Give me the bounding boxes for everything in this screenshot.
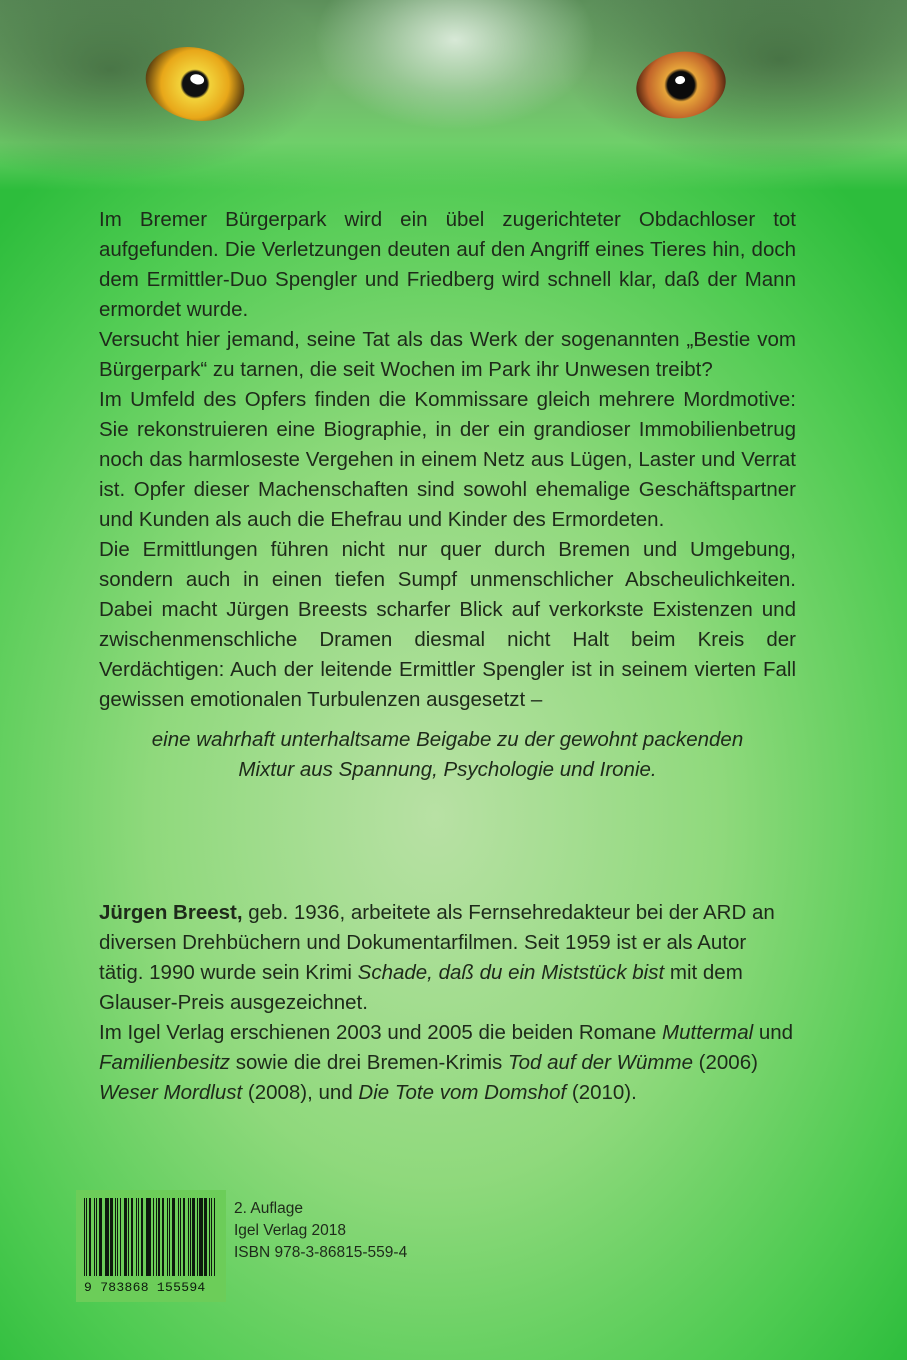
- right-eye-graphic: [631, 45, 731, 126]
- imprint: [234, 1198, 407, 1264]
- barcode-bar: [172, 1198, 175, 1276]
- barcode-bar: [131, 1198, 133, 1276]
- bio-paragraph: [99, 1018, 796, 1108]
- blurb-paragraph: Die Ermittlungen führen nicht nur quer durch Bremen und Umgebung, sondern auch in einen tiefen Sumpf unmenschlicher Abscheulichkeiten. Dabei macht Jürgen Breests scharfer Blick auf verkorkste Existenzen und zwischenmenschliche Dramen diesmal nicht Halt beim Kreis der Verdächtigen: Auch der leitende Ermittler Spengler ist in seinem vierten Fall gewissen emotionalen Turbulenzen ausgesetzt –: [99, 538, 796, 711]
- barcode-bar: [180, 1198, 181, 1276]
- barcode-bar: [89, 1198, 91, 1276]
- book-title: Schade, daß du ein Miststück bist: [357, 961, 665, 984]
- barcode-bar: [106, 1198, 108, 1276]
- barcode-bar: [99, 1198, 102, 1276]
- barcode-bar: [158, 1198, 160, 1276]
- barcode-bar: [211, 1198, 212, 1276]
- barcode-bar: [146, 1198, 147, 1276]
- barcode-bar: [94, 1198, 95, 1276]
- barcode-bar: [153, 1198, 154, 1276]
- bio-text: und: [753, 1021, 794, 1044]
- bio-text: (2010).: [566, 1081, 637, 1104]
- author-name: Jürgen Breest,: [99, 901, 243, 924]
- bio-text: sowie die drei Bremen-Krimis: [230, 1051, 509, 1074]
- barcode-bar: [86, 1198, 87, 1276]
- blurb-closing: [99, 725, 796, 785]
- barcode-bar: [178, 1198, 179, 1276]
- isbn: ISBN 978-3-86815-559-4: [234, 1244, 408, 1261]
- barcode-bar: [169, 1198, 170, 1276]
- barcode-bar: [192, 1198, 194, 1276]
- bio-text: geb. 1936, arbeitete als Fernsehredakteur bei der ARD an diversen Drehbüchern und Dokumentarfilmen. Seit 1959 ist er als Autor tätig. 1990 wurde sein Krimi: [99, 901, 775, 984]
- barcode-bar: [84, 1198, 85, 1276]
- isbn-barcode: [76, 1190, 226, 1302]
- barcode-bar: [124, 1198, 127, 1276]
- blurb-paragraph: Versucht hier jemand, seine Tat als das Werk der sogenannten „Bestie vom Bürgerpark“ zu tarnen, die seit Wochen im Park ihr Unwesen treibt?: [99, 328, 796, 381]
- publisher: Igel Verlag 2018: [234, 1222, 347, 1239]
- barcode-bar: [199, 1198, 202, 1276]
- barcode-bar: [209, 1198, 210, 1276]
- barcode-bar: [183, 1198, 185, 1276]
- edition: 2. Auflage: [234, 1200, 303, 1217]
- barcode-bar: [190, 1198, 191, 1276]
- barcode-bar: [214, 1198, 215, 1276]
- barcode-bar: [147, 1198, 150, 1276]
- barcode-bar: [141, 1198, 143, 1276]
- wolf-eyes-photo: [0, 0, 907, 190]
- barcode-bar: [162, 1198, 164, 1276]
- barcode-bar: [138, 1198, 139, 1276]
- blurb-paragraph: Im Bremer Bürgerpark wird ein übel zugerichteter Obdachloser tot aufgefunden. Die Verletzungen deuten auf den Angriff eines Tieres hin, doch dem Ermittler-Duo Spengler und Friedberg wird schnell klar, daß der Mann ermordet wurde.: [99, 208, 796, 321]
- barcode-bar: [120, 1198, 121, 1276]
- barcode-bar: [117, 1198, 118, 1276]
- left-eye-graphic: [138, 37, 252, 131]
- closing-line: eine wahrhaft unterhaltsame Beigabe zu der gewohnt packenden: [151, 728, 744, 751]
- barcode-bar: [105, 1198, 106, 1276]
- bio-text: (2008), und: [242, 1081, 359, 1104]
- book-blurb: [99, 205, 796, 785]
- barcode-bar: [96, 1198, 97, 1276]
- closing-line: Mixtur aus Spannung, Psychologie und Ironie.: [238, 758, 657, 781]
- book-title: Familienbesitz: [99, 1051, 231, 1074]
- bio-text: mit dem Glauser-Preis ausgezeichnet.: [99, 961, 743, 1014]
- barcode-bar: [167, 1198, 168, 1276]
- barcode-bar: [136, 1198, 137, 1276]
- bio-text: (2006): [692, 1051, 758, 1074]
- book-title: Weser Mordlust: [99, 1081, 243, 1104]
- book-title: Muttermal: [662, 1021, 754, 1044]
- book-title: Die Tote vom Domshof: [358, 1081, 567, 1104]
- barcode-bar: [115, 1198, 116, 1276]
- bio-text: Im Igel Verlag erschienen 2003 und 2005 die beiden Romane: [99, 1021, 663, 1044]
- barcode-bar: [128, 1198, 129, 1276]
- author-bio: [99, 898, 796, 1108]
- barcode-bar: [110, 1198, 112, 1276]
- barcode-digits: 9 783868 155594: [84, 1280, 206, 1295]
- bio-paragraph: [99, 898, 796, 1018]
- book-title: Tod auf der Wümme: [508, 1051, 693, 1074]
- blurb-paragraph: Im Umfeld des Opfers finden die Kommissare gleich mehrere Mordmotive: Sie rekonstruieren eine Biographie, in der ein grandioser Immobilienbetrug noch das harmloseste Vergehen in einem Netz aus Lügen, Laster und Verrat ist. Opfer dieser Machenschaften sind sowohl ehemalige Geschäftspartner und Kunden als auch die Ehefrau und Kinder des Ermordeten.: [99, 388, 796, 531]
- barcode-bar: [156, 1198, 157, 1276]
- barcode-bar: [197, 1198, 198, 1276]
- barcode-bar: [188, 1198, 189, 1276]
- barcode-bars: [84, 1198, 218, 1276]
- barcode-bar: [204, 1198, 206, 1276]
